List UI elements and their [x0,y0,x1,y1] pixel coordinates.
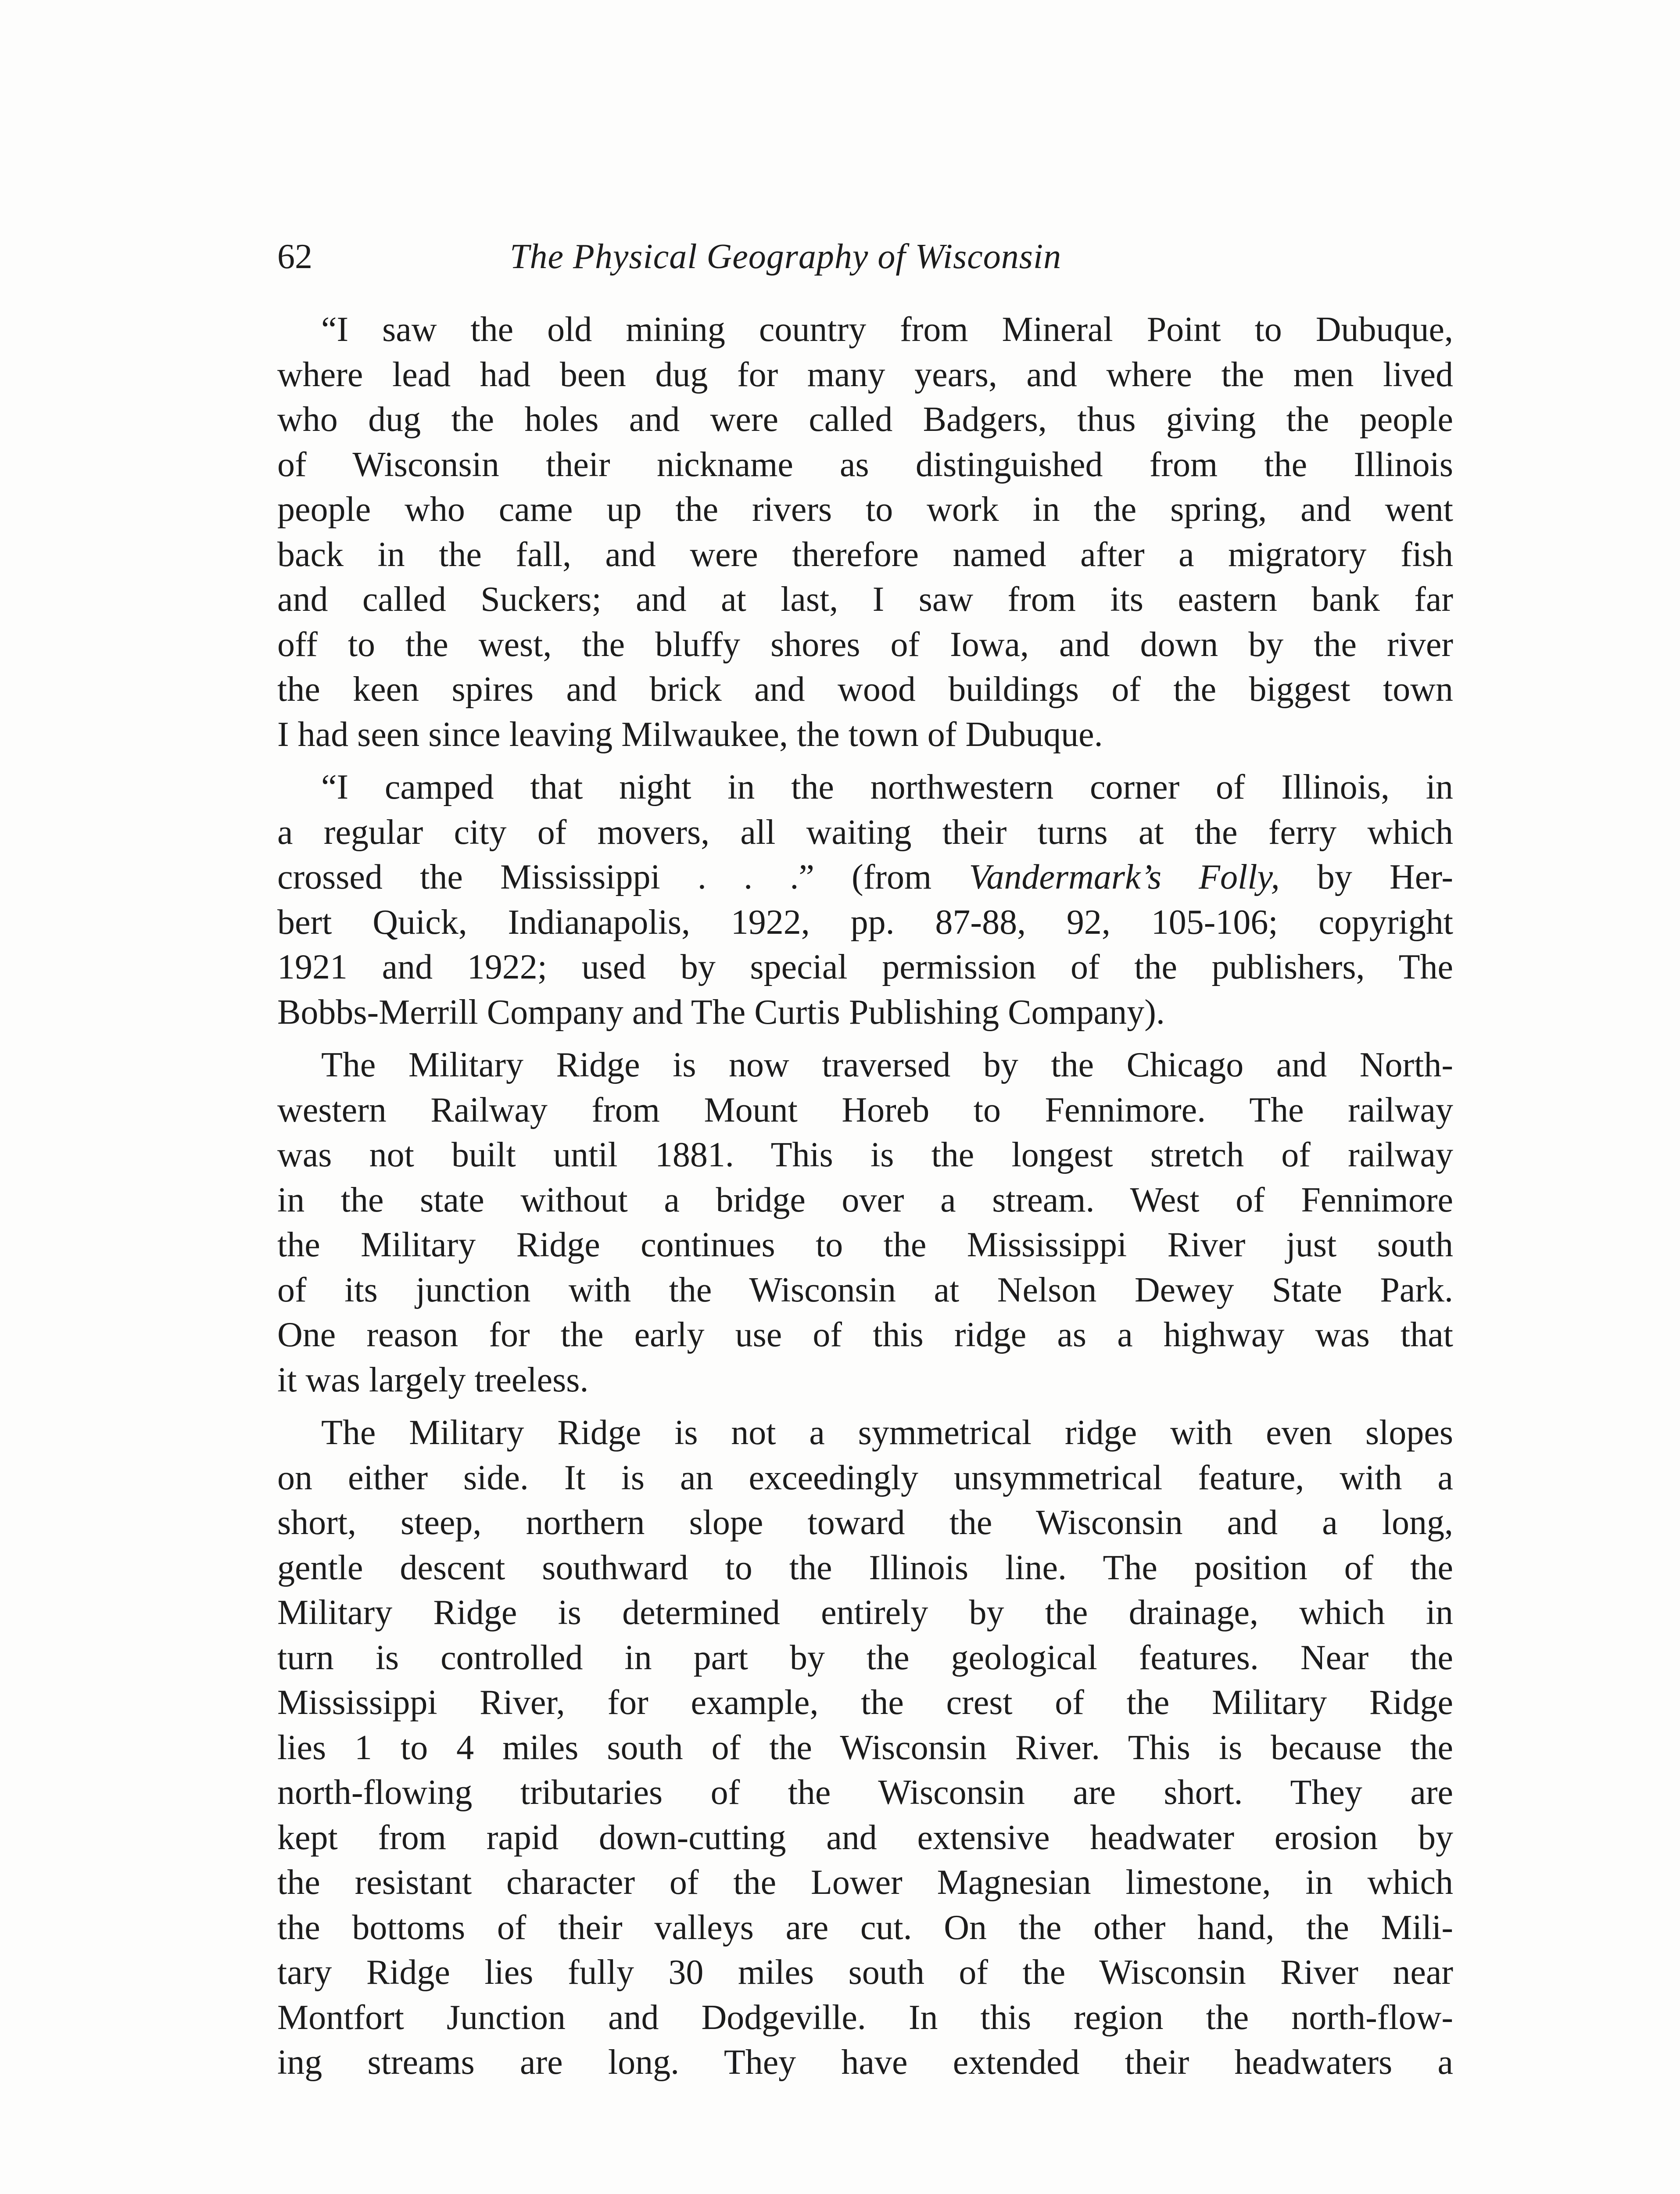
text-line: where lead had been dug for many years, and where the men lived [277,355,1453,394]
text-line: Military Ridge is determined entirely by the drainage, which in [277,1593,1453,1632]
text-line: back in the fall, and were therefore named after a migratory fish [277,535,1453,574]
text-line: lies 1 to 4 miles south of the Wisconsin River. This is because the [277,1728,1453,1767]
text-line: of Wisconsin their nickname as distinguished from the Illinois [277,445,1453,484]
text-line: short, steep, northern slope toward the Wisconsin and a long, [277,1503,1453,1542]
text-line: western Railway from Mount Horeb to Fennimore. The railway [277,1090,1453,1129]
text-line: The Military Ridge is not a symmetrical ridge with even slopes [321,1413,1453,1452]
text-line: “I saw the old mining country from Mineral Point to Dubuque, [321,310,1453,349]
text-line: the Military Ridge continues to the Mississippi River just south [277,1226,1453,1264]
text-line: and called Suckers; and at last, I saw from its eastern bank far [277,580,1453,619]
text-line: who dug the holes and were called Badgers, thus giving the people [277,400,1453,439]
text-line: Bobbs-Merrill Company and The Curtis Publishing Company). [277,993,1165,1032]
paragraph-1 [277,307,1453,757]
text-line: kept from rapid down-cutting and extensive headwater erosion by [277,1818,1453,1857]
text-line: in the state without a bridge over a stream. West of Fennimore [277,1180,1453,1219]
text-line: The Military Ridge is now traversed by the Chicago and North- [321,1046,1453,1084]
text-line: I had seen since leaving Milwaukee, the town of Dubuque. [277,715,1103,754]
text-line: tary Ridge lies fully 30 miles south of the Wisconsin River near [277,1953,1453,1992]
running-title: The Physical Geography of Wisconsin [510,237,1062,276]
text-line: One reason for the early use of this ridge as a highway was that [277,1316,1453,1354]
text-line: gentle descent southward to the Illinois line. The position of the [277,1548,1453,1587]
text-line: the keen spires and brick and wood buildings of the biggest town [277,670,1453,709]
text-line: Mississippi River, for example, the crest of the Military Ridge [277,1683,1453,1722]
text-line: the bottoms of their valleys are cut. On the other hand, the Mili- [277,1908,1453,1947]
book-title: Vandermark’s Folly, [969,858,1280,896]
page-number: 62 [277,237,312,276]
text-line: ing streams are long. They have extended their headwaters a [277,2043,1453,2082]
text-line: the resistant character of the Lower Magnesian limestone, in which [277,1863,1453,1902]
text-line [277,855,1453,900]
paragraph-3 [277,1043,1453,1402]
text-line: north-flowing tributaries of the Wisconsin are short. They are [277,1773,1453,1812]
text-line: was not built until 1881. This is the longest stretch of railway [277,1136,1453,1174]
text-line: “I camped that night in the northwestern corner of Illinois, in [321,768,1453,807]
text-line: 1921 and 1922; used by special permission of the publishers, The [277,948,1453,986]
running-head [277,233,1453,281]
text-line: Montfort Junction and Dodgeville. In this region the north-flow- [277,1998,1453,2037]
text-line: a regular city of movers, all waiting their turns at the ferry which [277,813,1453,852]
paragraph-2 [277,765,1453,1035]
text-segment: by Her- [1279,858,1453,896]
text-line: off to the west, the bluffy shores of Iowa, and down by the river [277,625,1453,664]
text-line: turn is controlled in part by the geological features. Near the [277,1638,1453,1677]
text-line: on either side. It is an exceedingly unsymmetrical feature, with a [277,1458,1453,1497]
text-line: bert Quick, Indianapolis, 1922, pp. 87-88, 92, 105-106; copyright [277,903,1453,942]
text-line: of its junction with the Wisconsin at Nelson Dewey State Park. [277,1270,1453,1309]
body-text [277,307,1453,2085]
paragraph-4 [277,1410,1453,2085]
text-line: people who came up the rivers to work in the spring, and went [277,490,1453,529]
text-segment: crossed the Mississippi . . .” (from [277,858,969,896]
text-line: it was largely treeless. [277,1360,589,1399]
